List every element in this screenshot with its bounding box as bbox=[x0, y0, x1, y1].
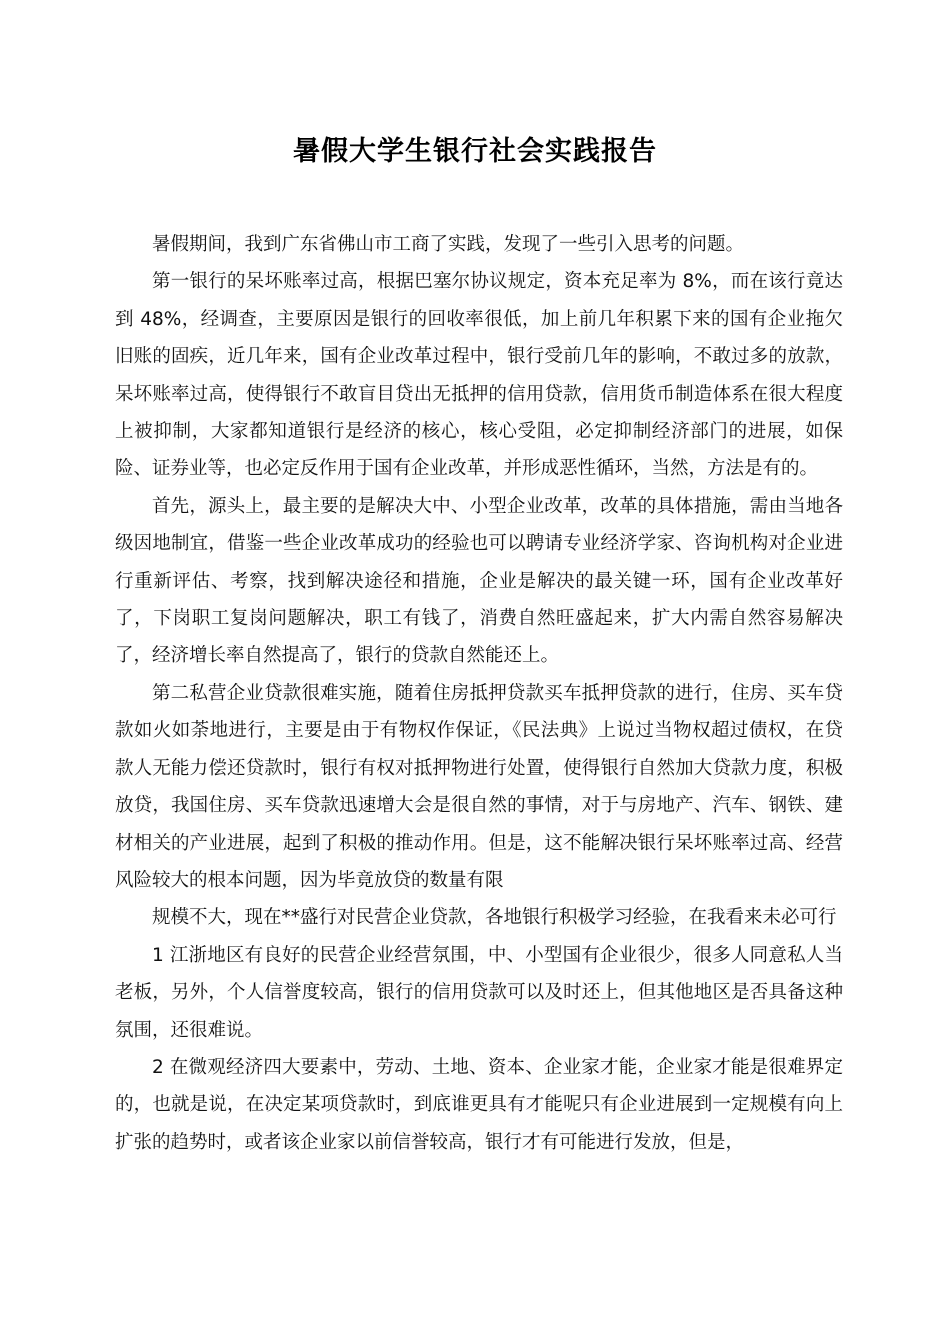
paragraph-enterprise-reform: 首先，源头上，最主要的是解决大中、小型企业改革，改革的具体措施，需由当地各级因地制宜，借鉴一些企业改革成功的经验也可以聘请专业经济学家、咨询机构对企业进行重新评估、考察，找到解决途径和措施，企业是解决的最关键一环，国有企业改革好了，下岗职工复岗问题解决，职工有钱了，消费自然旺盛起来，扩大内需自然容易解决了，经济增长率自然提高了，银行的贷款自然能还上。 bbox=[115, 495, 843, 667]
paragraph-scale: 规模不大，现在**盛行对民营企业贷款，各地银行积极学习经验，在我看来未必可行 bbox=[152, 907, 837, 929]
paragraph-point-1: 1 江浙地区有良好的民营企业经营氛围，中、小型国有企业很少，很多人同意私人当老板，另外，个人信誉度较高，银行的信用贷款可以及时还上，但其他地区是否具备这种氛围，还很难说。 bbox=[115, 944, 843, 1041]
paragraph-intro: 暑假期间，我到广东省佛山市工商了实践，发现了一些引入思考的问题。 bbox=[152, 234, 745, 255]
document-title: 暑假大学生银行社会实践报告 bbox=[293, 136, 657, 167]
paragraph-private-loans: 第二私营企业贷款很难实施，随着住房抵押贷款买车抵押贷款的进行，住房、买车贷款如火如荼地进行，主要是由于有物权作保证，《民法典》上说过当物权超过债权，在贷款人无能力偿还贷款时，银行有权对抵押物进行处置，使得银行自然加大贷款力度，积极放贷，我国住房、买车贷款迅速增大会是很自然的事情，对于与房地产、汽车、钢铁、建材相关的产业进展，起到了积极的推动作用。但是，这不能解决银行呆坏账率过高、经营风险较大的根本问题，因为毕竟放贷的数量有限 bbox=[115, 682, 843, 891]
paragraph-bad-debt: 第一银行的呆坏账率过高，根据巴塞尔协议规定，资本充足率为 8%，而在该行竟达到 48%，经调查，主要原因是银行的回收率很低，加上前几年积累下来的国有企业拖欠旧账的固疾，近几年来，国有企业改革过程中，银行受前几年的影响，不敢过多的放款，呆坏账率过高，使得银行不敢盲目贷出无抵押的信用贷款，信用货币制造体系在很大程度上被抑制，大家都知道银行是经济的核心，核心受阻，必定抑制经济部门的进展，如保险、证券业等，也必定反作用于国有企业改革，并形成恶性循环，当然，方法是有的。 bbox=[115, 271, 843, 480]
paragraph-point-2: 2 在微观经济四大要素中，劳动、土地、资本、企业家才能，企业家才能是很难界定的，也就是说，在决定某项贷款时，到底谁更具有才能呢只有企业进展到一定规模有向上扩张的趋势时，或者该企业家以前信誉较高，银行才有可能进行发放，但是， bbox=[115, 1056, 843, 1153]
document-body bbox=[115, 226, 843, 1161]
